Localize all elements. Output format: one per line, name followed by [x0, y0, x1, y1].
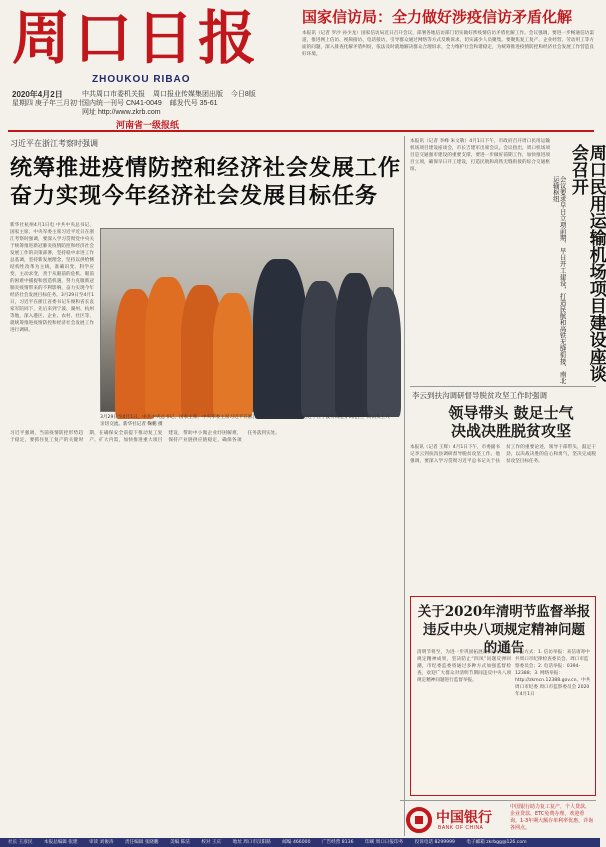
- publisher-line: 国内统一刊号 CN41-0049: [82, 100, 162, 107]
- photo-figure: [253, 259, 307, 419]
- publisher-line: 邮发代号 35-61: [169, 100, 218, 107]
- footer-item: 本报总编辑 张建: [43, 840, 78, 845]
- footer-item: 邮编 466000: [282, 840, 311, 845]
- notice-body-right: 举报方式：1. 信访举报：来信请寄中共周口市纪律检查委员会、周口市监察委员会；2. 电话举报：0394-12388；3. 网络举报：http://zkmcn.12388.gov.cn。中共周口市纪委 周口市监察委员会 2020年4月1日: [515, 650, 591, 697]
- publisher-line: 周口报业传媒集团出版: [152, 91, 223, 98]
- footer-item: 美编 陈洁: [170, 840, 190, 845]
- poverty-story-headline-1: 领导带头 鼓足士气: [448, 404, 574, 422]
- issue-weekday: 星期四 庚子年三月初十: [12, 100, 84, 107]
- footer-item: 投诉电话 8299999: [414, 840, 455, 845]
- photo-figure: [213, 293, 253, 417]
- notice-box: [410, 596, 596, 796]
- masthead-divider: [8, 130, 594, 132]
- bank-name-en: BANK OF CHINA: [438, 825, 484, 831]
- publisher-line: 中共周口市委机关报: [82, 91, 145, 98]
- section-divider: [410, 386, 596, 387]
- airport-story-headline: 周口民用运输机场项目建设座谈会召开: [567, 144, 606, 382]
- footer-item: 广告经营 8136: [321, 840, 354, 845]
- poverty-story-body: 本报讯（记者 王辉）4月1日下午，市委副书记李云到扶沟县调研督导脱贫攻坚工作。他强调，要深入学习贯彻习近平总书记关于扶贫工作的重要论述，领导干部带头，鼓足干劲，以决战决胜的信心和勇气，坚决完成脱贫攻坚目标任务。: [410, 445, 596, 464]
- lead-story-body-bottom: 习近平强调，当前疫情防控形势趋于稳定，要抓住复工复产的关键时期，在确保安全前提下推动复工复产、扩大内需，加快推进重大项目建设，帮助中小微企业纾困解难，保持产业链供应链稳定，确保各项任务落到实处。: [10, 431, 280, 443]
- footer-item: 责任编辑 张晓鹏: [124, 840, 159, 845]
- newspaper-logo: 周口日报: [12, 4, 261, 72]
- footer-bar: [0, 838, 600, 847]
- footer-item: 社长 王彦民: [8, 840, 33, 845]
- newspaper-pinyin: ZHOUKOU RIBAO: [92, 74, 191, 85]
- publisher-line: 网址 http://www.zkrb.com: [82, 109, 161, 116]
- footer-item: 审读 刘俊涛: [89, 840, 114, 845]
- poverty-story-kicker: 李云到扶沟调研督导脱贫攻坚工作时强调: [412, 391, 547, 400]
- footer-item: 校对 王庆: [201, 840, 222, 845]
- footer-item: 印刷 周口日报印务: [364, 840, 404, 845]
- footer-item: 电子邮箱 zkrbgg@126.com: [466, 840, 527, 845]
- lead-story-body-left: 新华社杭州4月1日电 中共中央总书记、国家主席、中央军委主席习近平近日在浙江考察时强调，要深入学习贯彻党中央关于统筹推进新冠肺炎疫情防控和经济社会发展工作的决策部署，坚持稳中求进工作总基调，坚持新发展理念，坚持以供给侧结构性改革为主线，准确识变、科学应变、主动求变，善于从眼前的危机、眼前的困难中捕捉和创造机遇，努力克服新冠肺炎疫情带来的不利影响，奋力实现今年经济社会发展目标任务。3月29日至4月1日，习近平在浙江省委书记车俊和省长袁家军陪同下，先后来到宁波、湖州、杭州等地，深入港区、企业、农村、社区等，就统筹推进疫情防控和经济社会发展工作进行调研。: [10, 223, 94, 333]
- lead-story-headline-1: 统筹推进疫情防控和经济社会发展工作: [10, 156, 402, 181]
- top-story-headline: 国家信访局：全力做好涉疫信访矛盾化解: [302, 8, 573, 26]
- bank-ad[interactable]: [400, 800, 596, 838]
- photo-caption: 3月29日至4月1日，中共中央总书记、国家主席、中央军委主席习近平在浙江考察。这是3月29日，习近平在宁波舟山港穿山港区，同码头工人亲切交流。新华社记者 鞠鹏 摄: [100, 415, 390, 427]
- masthead: [8, 4, 298, 130]
- notice-body-left: 清明节将至，为进一步巩固拓展落实中央八项规定精神成果，坚决防止“四风”问题反弹回潮，市纪委监委将通过多种方式加强监督检查，欢迎广大群众对清明节期间违反中央八项规定精神问题进行监督举报。: [417, 650, 511, 683]
- notice-title: 关于2020年清明节监督举报违反中央八项规定精神问题的通告: [417, 604, 591, 656]
- bank-ad-copy: 中国银行助力复工复产，个人贷款、企业贷款、ETC免费办理，欢迎垂询。1-3年期大额存单利率优惠，详询各网点。: [510, 804, 594, 831]
- issue-date: 2020年4月2日: [12, 90, 63, 99]
- lead-story-headline-2: 奋力实现今年经济社会发展目标任务: [10, 184, 379, 209]
- publisher-info: [82, 90, 302, 117]
- publisher-line: 今日8版: [230, 91, 256, 98]
- bank-name: 中国银行: [436, 810, 492, 826]
- footer-item: 地址 周口市汉阳路: [232, 840, 271, 845]
- airport-story-subhead: 会议要求早日立项前期、早日开工建设，打造民航和高铁无缝衔接、南北运输枢纽: [551, 176, 567, 384]
- poverty-story-headline-2: 决战决胜脱贫攻坚: [450, 422, 571, 440]
- masthead-meta: [12, 90, 302, 116]
- bank-logo-icon: [406, 807, 432, 833]
- photo-figure: [367, 287, 401, 417]
- column-divider: [404, 136, 405, 836]
- airport-story-body: 本报讯（记者 李峰 朱文敬）4月1日下午，市政府召开周口民用运输机场项目建设座谈会，市长吉建军出席会议。会议指出，周口机场项目是交通强市建设的重要支撑，要进一步做好前期工作，加快推进项目立项，确保早日开工建设，打造民航和高铁无缝衔接的综合交通枢纽。: [410, 139, 550, 172]
- masthead-tagline: 河南省一级报纸: [116, 120, 180, 130]
- lead-story-kicker: 习近平在浙江考察时强调: [10, 139, 98, 148]
- lead-photo: [100, 228, 394, 412]
- top-story-body: 本报讯（记者 罗沙 孙少龙）国家信访局近日召开会议，部署各地信访部门切实做好涉疫情信访矛盾化解工作。会议强调，要进一步畅通信访渠道，推进网上信访、视频接访、电话接访，引导群众通过网络等方式反映诉求，切实减少人员聚集。要聚焦复工复产、企业经营、劳动用工等方面的问题，深入排查化解矛盾纠纷，依法及时就地解决群众合理诉求，全力维护社会和谐稳定，为统筹推进疫情防控和经济社会发展工作营造良好环境。: [302, 31, 594, 57]
